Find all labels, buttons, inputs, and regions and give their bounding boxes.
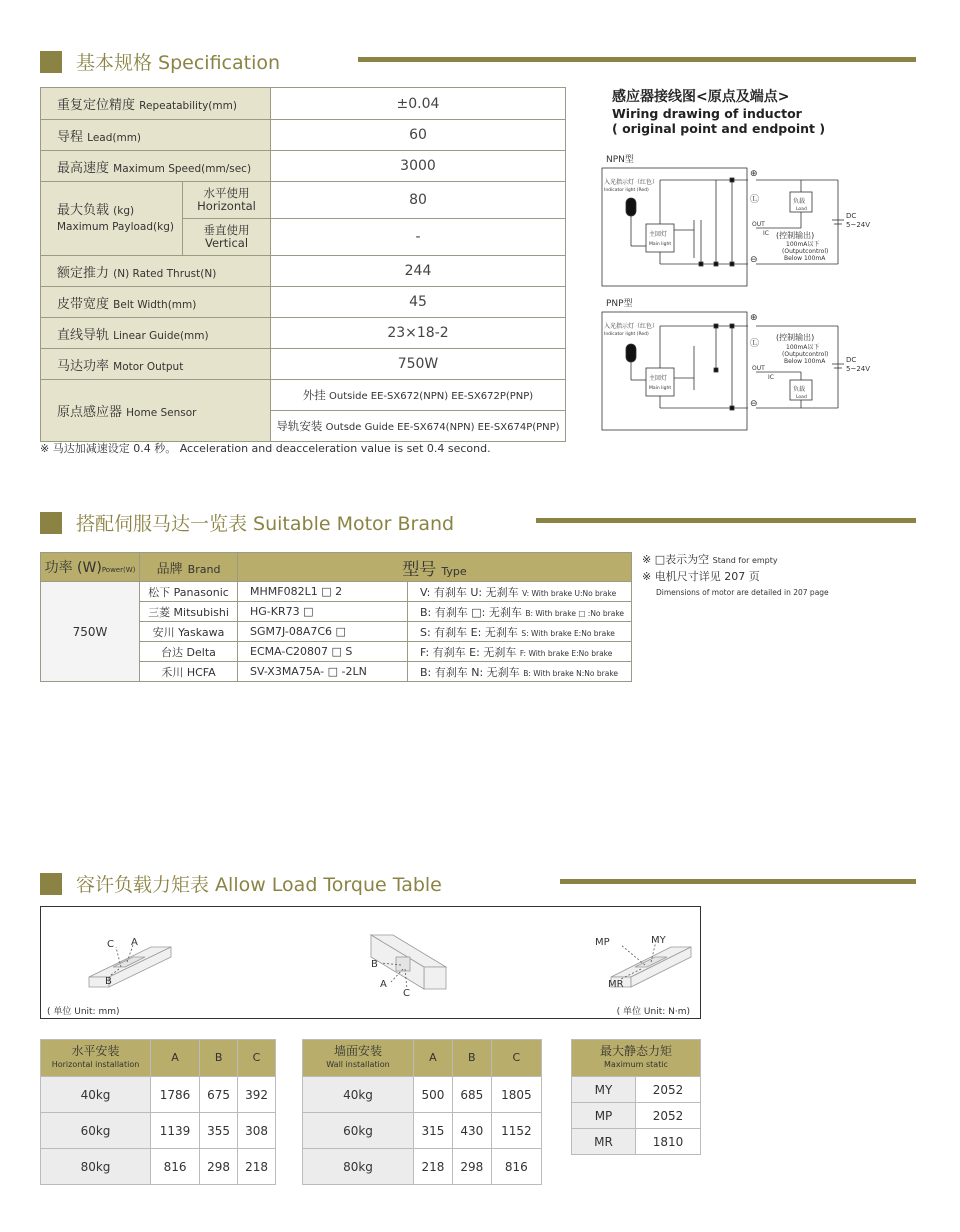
pnp-main-light xyxy=(646,368,674,396)
table-row: 80kg 816 298 218 xyxy=(41,1149,276,1185)
spec-row: 直线导轨 Linear Guide(mm) 23×18-2 xyxy=(41,318,566,349)
motor-section-title: 搭配伺服马达一览表 Suitable Motor Brand xyxy=(76,513,455,535)
motor-table-header: 功率 (W)Power(W) 品牌 Brand 型号 Type xyxy=(41,553,632,582)
table-row: 40kg 500 685 1805 xyxy=(303,1077,542,1113)
motor-table xyxy=(40,552,632,682)
pnp-indicator-led xyxy=(626,344,636,362)
npn-main-en: Main light xyxy=(649,242,672,247)
spec-row-payload: 最大负载 (kg) Maximum Payload(kg) 水平使用 Horizontal 80 xyxy=(41,182,566,219)
motor-row: 750W 松下 Panasonic MHMF082L1 □ 2 V: 有刹车 U: 无刹车 V: With brake U:No brake xyxy=(41,582,632,602)
acceleration-note: ※ 马达加减速设定 0.4 秒。 Acceleration and deacceleration value is set 0.4 second. xyxy=(40,442,491,455)
spec-row-home-sensor: 原点感应器 Home Sensor 外挂 Outside EE-SX672(NPN) EE-SX672P(PNP) xyxy=(41,380,566,411)
note-dimension-en: Dimensions of motor are detailed in 207 page xyxy=(656,588,829,597)
table-row: 40kg 1786 675 392 xyxy=(41,1077,276,1113)
note-empty-cn: ※ □表示为空 xyxy=(642,553,710,566)
spec-row: 重复定位精度 Repeatability(mm) ±0.04 xyxy=(41,88,566,120)
motor-section-header xyxy=(40,509,454,536)
fig-label-mr: MR xyxy=(608,979,624,990)
pnp-label: PNP型 xyxy=(606,299,633,309)
torque-figure-box xyxy=(40,906,701,1019)
pnp-load-en: Load xyxy=(796,395,807,400)
pnp-control-en: (Outputcontrol) xyxy=(782,351,829,358)
motor-row: 禾川 HCFA SV-X3MA75A- □ -2LN B: 有刹车 N: 无刹车 B: With brake N:No brake xyxy=(41,662,632,682)
fig-label-c: C xyxy=(107,939,114,950)
table-row: MR 1810 xyxy=(572,1129,701,1155)
pnp-minus-terminal: ⊖ xyxy=(750,399,758,409)
section-marker xyxy=(40,51,62,73)
fig-label-a: A xyxy=(131,937,138,948)
section-rule xyxy=(560,879,916,884)
motor-row: 三菱 Mitsubishi HG-KR73 □ B: 有刹车 □: 无刹车 B: With brake □ :No brake xyxy=(41,602,632,622)
npn-ic: IC xyxy=(763,230,769,237)
fig-label-mp: MP xyxy=(595,937,610,948)
fig-label-b: B xyxy=(105,976,112,987)
spec-row: 导程 Lead(mm) 60 xyxy=(41,120,566,151)
npn-plus-terminal: ⊕ xyxy=(750,169,758,179)
table-row: 60kg 1139 355 308 xyxy=(41,1113,276,1149)
npn-load-en: Load xyxy=(796,207,807,212)
note-empty-en: Stand for empty xyxy=(712,556,778,565)
pnp-indicator-cn: 入光指示灯（红色） xyxy=(604,323,659,330)
wall-installation-table xyxy=(302,1039,542,1185)
npn-voltage: 5~24V xyxy=(846,221,871,229)
section-marker xyxy=(40,512,62,534)
motor-row: 安川 Yaskawa SGM7J-08A7C6 □ S: 有刹车 E: 无刹车 S: With brake E:No brake xyxy=(41,622,632,642)
table-row: MP 2052 xyxy=(572,1103,701,1129)
pnp-voltage: 5~24V xyxy=(846,365,871,373)
max-static-table xyxy=(571,1039,701,1155)
pnp-control-cn: (控制输出) xyxy=(776,333,815,342)
npn-main-light xyxy=(646,224,674,252)
table-header: 水平安装 Horizontal installation A B C xyxy=(41,1040,276,1077)
pnp-main-en: Main light xyxy=(649,386,672,391)
pnp-load-cn: 负载 xyxy=(793,386,806,393)
pnp-plus-terminal: ⊕ xyxy=(750,313,758,323)
npn-indicator-led xyxy=(626,198,636,216)
spec-row: 马达功率 Motor Output 750W xyxy=(41,349,566,380)
pnp-l-terminal: Ⓛ xyxy=(750,339,760,349)
pnp-indicator-en: Indicator light (Red) xyxy=(604,332,649,337)
wiring-title-cn: 感应器接线图<原点及端点> xyxy=(612,89,790,105)
fig-label-my: MY xyxy=(651,935,666,946)
npn-l-terminal: Ⓛ xyxy=(750,195,760,205)
pnp-dc: DC xyxy=(846,356,857,364)
unit-nm: ( 单位 Unit: N·m) xyxy=(616,1007,690,1017)
spec-row: 皮带宽度 Belt Width(mm) 45 xyxy=(41,287,566,318)
section-rule xyxy=(358,57,916,62)
unit-mm: ( 单位 Unit: mm) xyxy=(47,1007,120,1017)
npn-minus-terminal: ⊖ xyxy=(750,255,758,265)
pnp-below-cn: 100mA以下 xyxy=(786,344,820,351)
motor-power: 750W xyxy=(41,582,140,682)
npn-dc: DC xyxy=(846,212,857,220)
pnp-out: OUT xyxy=(752,365,765,372)
spec-row-home-sensor-guide: 导轨安装 Outsde Guide EE-SX674(NPN) EE-SX674P(PNP) xyxy=(41,411,566,442)
wiring-diagrams xyxy=(596,150,886,440)
pnp-main-cn: 主回灯 xyxy=(649,375,668,382)
fig-label-c-wall: C xyxy=(403,988,410,999)
motor-row: 台达 Delta ECMA-C20807 □ S F: 有刹车 E: 无刹车 F: With brake E:No brake xyxy=(41,642,632,662)
spec-section-header xyxy=(40,48,280,75)
spec-row: 最高速度 Maximum Speed(mm/sec) 3000 xyxy=(41,151,566,182)
torque-figures xyxy=(41,907,700,1018)
npn-below-en: Below 100mA xyxy=(784,255,826,262)
section-marker xyxy=(40,873,62,895)
npn-control-en: (Outputcontrol) xyxy=(782,248,829,255)
section-rule xyxy=(536,518,916,523)
torque-section-header xyxy=(40,870,442,897)
wiring-title-block xyxy=(612,86,825,136)
table-row: MY 2052 xyxy=(572,1077,701,1103)
npn-out: OUT xyxy=(752,221,765,228)
npn-indicator-cn: 入光指示灯（红色） xyxy=(604,179,659,186)
wiring-subtitle-en: ( original point and endpoint ) xyxy=(612,121,826,136)
spec-table xyxy=(40,87,566,442)
npn-below-cn: 100mA以下 xyxy=(786,241,820,248)
table-header: 最大静态力矩 Maximum static xyxy=(572,1040,701,1077)
pnp-ic: IC xyxy=(768,374,774,381)
npn-label: NPN型 xyxy=(606,155,634,165)
wiring-title-en: Wiring drawing of inductor xyxy=(612,106,802,121)
npn-main-cn: 主回灯 xyxy=(649,231,668,238)
npn-control-cn: (控制输出) xyxy=(776,231,815,240)
npn-indicator-en: Indicator light (Red) xyxy=(604,188,649,193)
spec-section-title: 基本规格 Specification xyxy=(76,52,281,74)
table-header: 墙面安装 Wall installation A B C xyxy=(303,1040,542,1077)
fig-label-a-wall: A xyxy=(380,979,387,990)
horizontal-installation-table xyxy=(40,1039,276,1185)
spec-row-payload-vertical: 垂直使用 Vertical - xyxy=(41,219,566,256)
fig-label-b-wall: B xyxy=(371,959,378,970)
table-row: 80kg 218 298 816 xyxy=(303,1149,542,1185)
npn-load-cn: 负载 xyxy=(793,198,806,205)
note-dimension-cn: ※ 电机尺寸详见 207 页 xyxy=(642,570,760,583)
spec-row: 额定推力 (N) Rated Thrust(N) 244 xyxy=(41,256,566,287)
pnp-below-en: Below 100mA xyxy=(784,358,826,365)
table-row: 60kg 315 430 1152 xyxy=(303,1113,542,1149)
torque-section-title: 容许负载力矩表 Allow Load Torque Table xyxy=(76,874,442,896)
motor-notes xyxy=(642,552,829,601)
